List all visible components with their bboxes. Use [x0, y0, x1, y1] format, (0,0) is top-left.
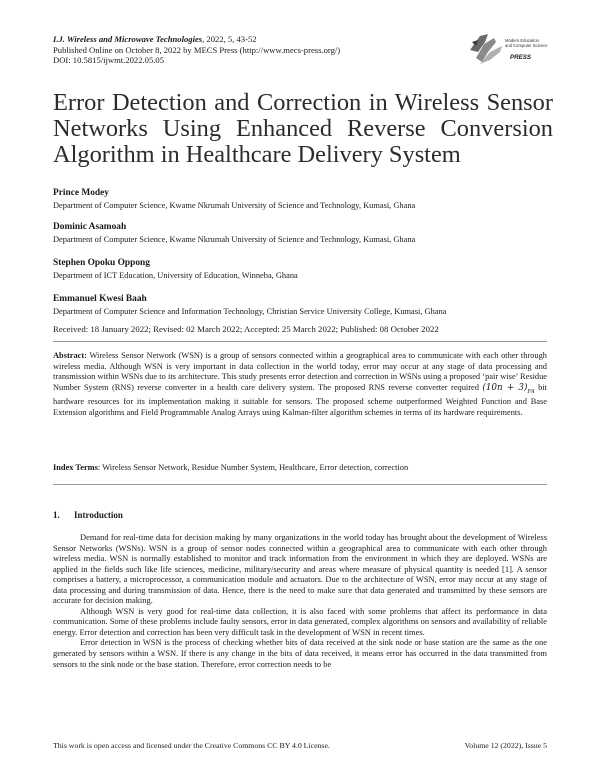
section-title: Introduction [74, 510, 123, 520]
index-terms-label: Index Terms [53, 463, 98, 472]
journal-header [53, 34, 340, 66]
mecs-logo-icon [466, 30, 506, 70]
body-text [53, 532, 547, 669]
author-affiliation: Department of Computer Science, Kwame Nkrumah University of Science and Technology, Kumasi, Ghana [53, 235, 416, 244]
index-terms-text: : Wireless Sensor Network, Residue Number System, Healthcare, Error detection, correction [97, 463, 409, 472]
logo-line-1: Modern Education [505, 38, 539, 43]
paragraph: Demand for real-time data for decision making by many organizations in the world today has brought about the development of Wireless Sensor Networks (WSNs). WSN is a group of sensor nodes connected within a geographical area to communicate with each other through wireless media. WSN is normally established to monitor and track information from the environment in which they are deployed. WSNs are applied in the fields such like life sciences, medicine, military/security and areas where measure of physical quantity is needed [1]. A sensor comprises a battery, a microprocessor, a communication module and actuators. Due to the architecture of WSN, error may occur at any stage of data processing and during transmission of data. Hence, there is the need to make sure that data generated and transmitted by these sensors are accurate for decision making. [53, 532, 547, 606]
abstract-text: bit hardware resources for its implementation making it suitable for sensors. The proposed scheme outperformed Weighted Function and Base Extension algorithms and Field Programmable Analog Arrays using Kalman-filter algorithm schemes in terms of its hardware requirements. [53, 382, 547, 417]
divider [53, 484, 547, 485]
author-name: Emmanuel Kwesi Baah [53, 294, 147, 304]
abstract [53, 351, 547, 418]
author-affiliation: Department of Computer Science and Information Technology, Christian Service University College, Kumasi, Ghana [53, 307, 447, 316]
paragraph: Although WSN is very good for real-time data collection, it is also faced with some problems that affect its performance in data communication. Some of these problems include faulty sensors, error in data generated, complex algorithms on sensors and availability of reliable energy. Error detection and correction has been very difficult task in the development of WSN in recent times. [53, 605, 547, 637]
author-affiliation: Department of Computer Science, Kwame Nkrumah University of Science and Technology, Kumasi, Ghana [53, 201, 416, 210]
title-line: Networks Using Enhanced Reverse Conversion [53, 115, 553, 143]
logo-text [505, 39, 548, 48]
math-subscript: FA [527, 388, 535, 395]
paper-title [53, 90, 553, 169]
index-terms [53, 463, 547, 474]
math-expression: (10n + 3) [482, 382, 528, 393]
license-note: This work is open access and licensed under the Creative Commons CC BY 4.0 License. [53, 741, 330, 750]
paragraph: Error detection in WSN is the process of checking whether bits of data received at the sink node or base station are the same as the one generated by sensors within a WSN. If there is any change in the bits of data received, it means error has occurred in the data transmitted from sensors to the sink node or the base station. Therefore, error correction needs to be [53, 637, 547, 669]
journal-citation [53, 34, 340, 45]
author-name: Dominic Asamoah [53, 222, 127, 232]
title-line: Error Detection and Correction in Wireless Sensor [53, 89, 553, 116]
author-block [53, 258, 553, 281]
abstract-label: Abstract: [53, 351, 87, 360]
mecs-press-logo [466, 30, 546, 70]
abstract-text: Wireless Sensor Network (WSN) is a group of sensors connected within a geographical area to communicate with each other through wireless media. Although WSN is very important in data collection in the world today, error may occur at any stage of data processing and transmission within WSNs due to its architecture. This study presents error detection and correction in WSNs using a proposed ‘pair wise’ Residue Number System (RNS) reverse converter in a health care delivery system. The proposed RNS reverse converter required [53, 351, 547, 392]
received-dates: Received: 18 January 2022; Revised: 02 March 2022; Accepted: 25 March 2022; Published: 08 October 2022 [53, 324, 439, 334]
author-affiliation: Department of ICT Education, University of Education, Winneba, Ghana [53, 271, 298, 280]
section-number: 1. [53, 510, 60, 520]
published-line: Published Online on October 8, 2022 by MECS Press (http://www.mecs-press.org/) [53, 44, 341, 55]
section-heading [53, 510, 123, 520]
journal-name: I.J. Wireless and Microwave Technologies [53, 34, 203, 44]
abstract-math [482, 383, 534, 393]
title-line: Algorithm in Healthcare Delivery System [53, 141, 461, 169]
volume-info: Volume 12 (2022), Issue 5 [464, 741, 547, 750]
journal-issue: , 2022, 5, 43-52 [202, 34, 257, 44]
author-block [53, 294, 553, 317]
divider [53, 341, 547, 342]
author-block [53, 222, 553, 245]
logo-press: PRESS [510, 54, 531, 61]
author-name: Stephen Opoku Oppong [53, 258, 150, 268]
logo-line-2: and Computer Science [505, 42, 548, 48]
doi: DOI: 10.5815/ijwmt.2022.05.05 [53, 55, 165, 66]
author-block [53, 188, 553, 211]
author-name: Prince Modey [53, 188, 109, 198]
